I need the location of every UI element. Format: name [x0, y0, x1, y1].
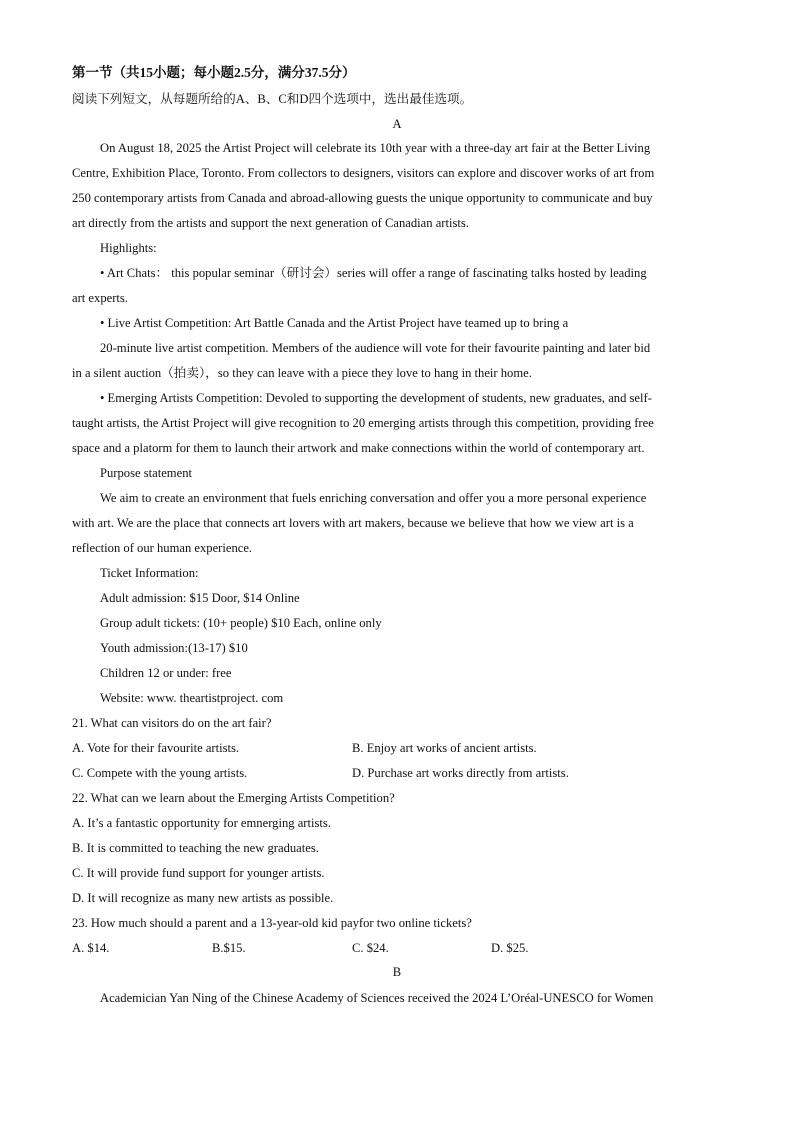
passage-a-intro-line: Centre, Exhibition Place, Toronto. From collectors to designers, visitors can explore and discover works of art from [72, 166, 655, 180]
highlights-title: Highlights: [100, 241, 157, 255]
emerging-competition-line: taught artists, the Artist Project will give recognition to 20 emerging artists through this competition, providing free [72, 416, 654, 430]
question-stem: 23. How much should a parent and a 13-year-old kid payfor two online tickets? [72, 916, 472, 930]
question-stem: 22. What can we learn about the Emerging Artists Competition? [72, 791, 395, 805]
ticket-title: Ticket Information: [100, 566, 199, 580]
passage-b-label: B [392, 965, 402, 979]
instructions: 阅读下列短文，从每题所给的A、B、C和D四个选项中，选出最佳选项。 [72, 92, 473, 106]
ticket-line: Group adult tickets: (10+ people) $10 Each, online only [100, 616, 382, 630]
passage-a-label: A [392, 117, 402, 131]
answer-option: A. Vote for their favourite artists. [72, 741, 240, 755]
answer-option: B. Enjoy art works of ancient artists. [352, 741, 537, 755]
art-chats-line: art experts. [72, 291, 128, 305]
section-heading: 第一节（共15小题；每小题2.5分，满分37.5分） [72, 65, 356, 80]
answer-option: A. It’s a fantastic opportunity for emnerging artists. [72, 816, 331, 830]
answer-option: B. It is committed to teaching the new graduates. [72, 841, 319, 855]
live-competition-line: • Live Artist Competition: Art Battle Canada and the Artist Project have teamed up to bring a [100, 316, 569, 330]
ticket-line: Adult admission: $15 Door, $14 Online [100, 591, 300, 605]
answer-option: D. Purchase art works directly from artists. [352, 766, 569, 780]
ticket-line: Website: www. theartistproject. com [100, 691, 284, 705]
answer-option: C. It will provide fund support for younger artists. [72, 866, 325, 880]
emerging-competition-line: space and a platorm for them to launch their artwork and make connections within the world of contemporary art. [72, 441, 645, 455]
passage-b-first-line: Academician Yan Ning of the Chinese Academy of Sciences received the 2024 L’Oréal-UNESCO for Women [100, 991, 654, 1005]
passage-a-intro-line: art directly from the artists and support the next generation of Canadian artists. [72, 216, 469, 230]
purpose-title: Purpose statement [100, 466, 192, 480]
live-competition-line: 20-minute live artist competition. Members of the audience will vote for their favourite painting and later bid [100, 341, 651, 355]
ticket-line: Children 12 or under: free [100, 666, 232, 680]
question-stem: 21. What can visitors do on the art fair? [72, 716, 272, 730]
answer-option: C. Compete with the young artists. [72, 766, 248, 780]
ticket-line: Youth admission:(13-17) $10 [100, 641, 248, 655]
emerging-competition-line: • Emerging Artists Competition: Devoled to supporting the development of students, new graduates, and self- [100, 391, 652, 405]
answer-option: B.$15. [212, 941, 246, 955]
passage-a-intro-line: On August 18, 2025 the Artist Project will celebrate its 10th year with a three-day art fair at the Better Living [100, 141, 651, 155]
purpose-line: We aim to create an environment that fuels enriching conversation and offer you a more personal experience [100, 491, 647, 505]
purpose-line: with art. We are the place that connects art lovers with art makers, because we believe that how we view art is a [72, 516, 634, 530]
answer-option: A. $14. [72, 941, 110, 955]
purpose-line: reflection of our human experience. [72, 541, 253, 555]
passage-a-intro-line: 250 contemporary artists from Canada and abroad-allowing guests the unique opportunity to communicate and buy [72, 191, 653, 205]
live-competition-line: in a silent auction（拍卖），so they can leave with a piece they love to hang in their home. [72, 366, 532, 380]
answer-option: D. It will recognize as many new artists as possible. [72, 891, 334, 905]
answer-option: C. $24. [352, 941, 389, 955]
answer-option: D. $25. [491, 941, 529, 955]
art-chats-line: • Art Chats： this popular seminar（研讨会）series will offer a range of fascinating talks hosted by leading [100, 266, 647, 280]
